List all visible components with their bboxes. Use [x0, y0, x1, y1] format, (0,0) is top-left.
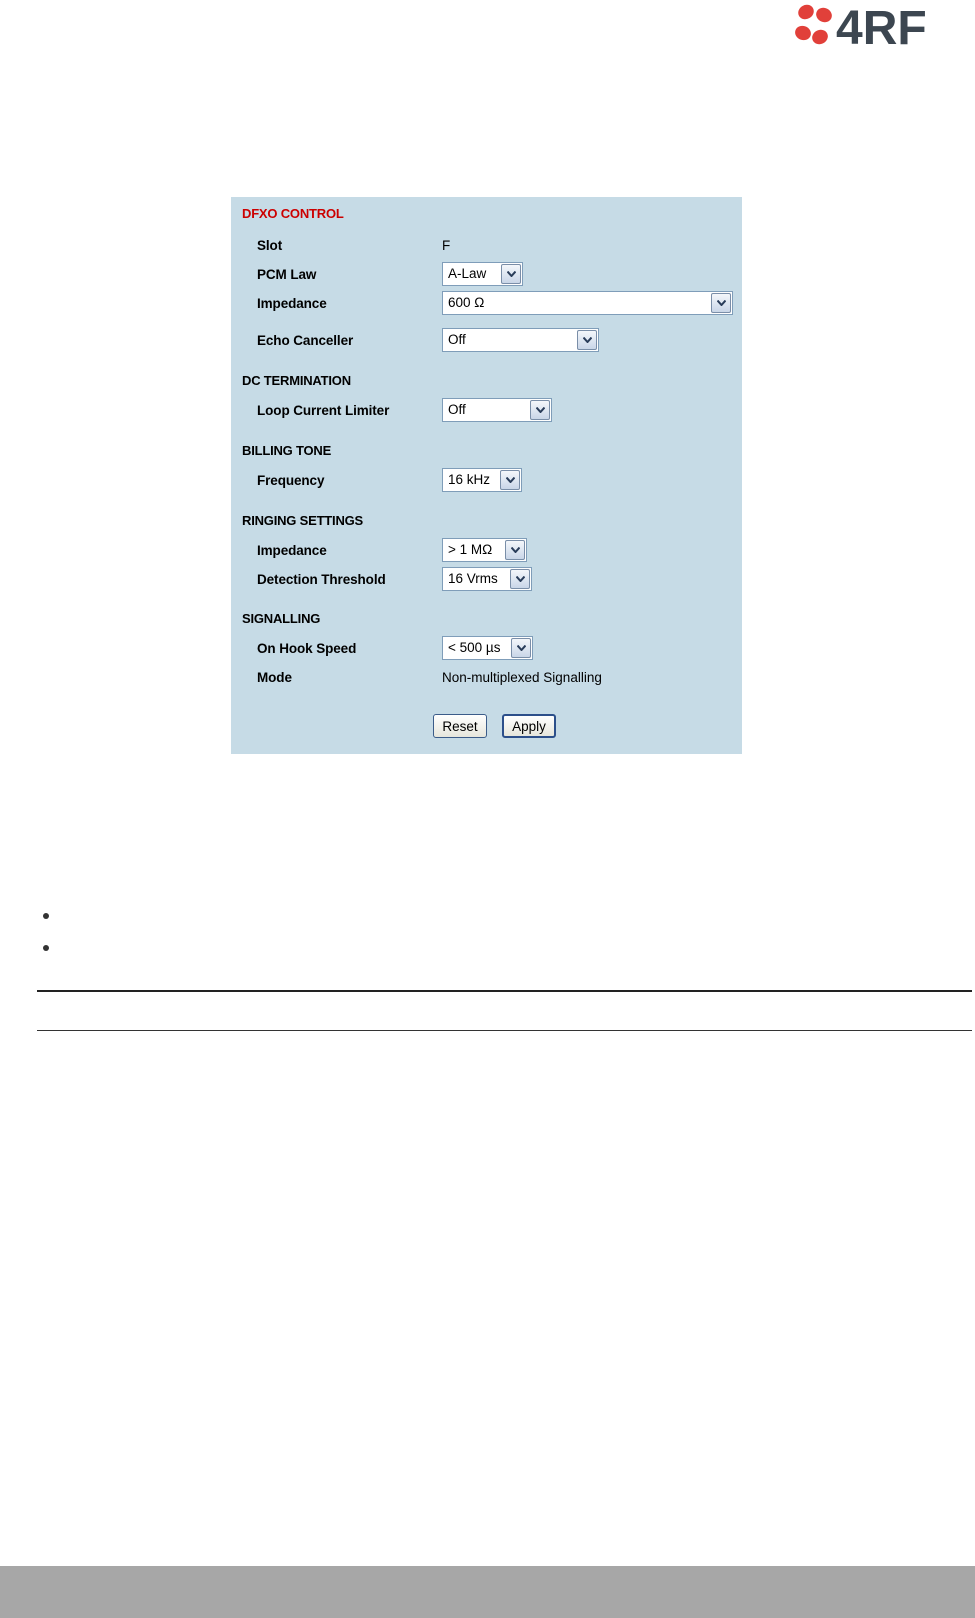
- chevron-down-icon[interactable]: [511, 638, 531, 658]
- detection-threshold-select[interactable]: [442, 567, 532, 591]
- on-hook-speed-value: < 500 µs: [448, 640, 501, 655]
- dfxo-control-panel: [231, 197, 742, 754]
- logo-text: 4RF: [836, 2, 927, 50]
- footer-bar: [0, 1566, 975, 1618]
- on-hook-speed-select[interactable]: [442, 636, 533, 660]
- echo-canceller-label: Echo Canceller: [257, 333, 354, 348]
- on-hook-speed-label: On Hook Speed: [257, 641, 357, 656]
- apply-button[interactable]: Apply: [502, 714, 556, 738]
- signalling-title: SIGNALLING: [242, 611, 321, 626]
- pcm-law-value: A-Law: [448, 266, 487, 281]
- chevron-down-icon[interactable]: [530, 400, 550, 420]
- frequency-value: 16 kHz: [448, 472, 491, 487]
- frequency-select[interactable]: [442, 468, 522, 492]
- chevron-down-icon[interactable]: [501, 264, 521, 284]
- reset-button[interactable]: Reset: [433, 714, 487, 738]
- ringing-impedance-select[interactable]: [442, 538, 527, 562]
- loop-current-limiter-label: Loop Current Limiter: [257, 403, 390, 418]
- pcm-law-select[interactable]: [442, 262, 523, 286]
- mode-label: Mode: [257, 670, 292, 685]
- brand-logo: [790, 2, 965, 50]
- echo-canceller-select[interactable]: [442, 328, 599, 352]
- panel-title: DFXO CONTROL: [242, 206, 344, 221]
- bullet-point: [43, 945, 49, 951]
- impedance-value: 600 Ω: [448, 295, 485, 310]
- impedance-select[interactable]: [442, 291, 733, 315]
- logo-mark-icon: [793, 2, 834, 47]
- chevron-down-icon[interactable]: [577, 330, 597, 350]
- mode-value: Non-multiplexed Signalling: [442, 670, 602, 685]
- slot-value: F: [442, 238, 451, 253]
- echo-canceller-value: Off: [448, 332, 466, 347]
- note-bottom-rule: [37, 1030, 972, 1031]
- detection-threshold-value: 16 Vrms: [448, 571, 498, 586]
- chevron-down-icon[interactable]: [510, 569, 530, 589]
- chevron-down-icon[interactable]: [500, 470, 520, 490]
- chevron-down-icon[interactable]: [711, 293, 731, 313]
- dc-termination-title: DC TERMINATION: [242, 373, 351, 388]
- bullet-point: [43, 913, 49, 919]
- ringing-impedance-label: Impedance: [257, 543, 327, 558]
- pcm-law-label: PCM Law: [257, 267, 317, 282]
- chevron-down-icon[interactable]: [505, 540, 525, 560]
- detection-threshold-label: Detection Threshold: [257, 572, 386, 587]
- billing-tone-title: BILLING TONE: [242, 443, 332, 458]
- note-top-rule: [37, 990, 972, 992]
- slot-label: Slot: [257, 238, 283, 253]
- frequency-label: Frequency: [257, 473, 325, 488]
- loop-current-limiter-value: Off: [448, 402, 466, 417]
- ringing-impedance-value: > 1 MΩ: [448, 542, 493, 557]
- impedance-label: Impedance: [257, 296, 327, 311]
- loop-current-limiter-select[interactable]: [442, 398, 552, 422]
- ringing-settings-title: RINGING SETTINGS: [242, 513, 364, 528]
